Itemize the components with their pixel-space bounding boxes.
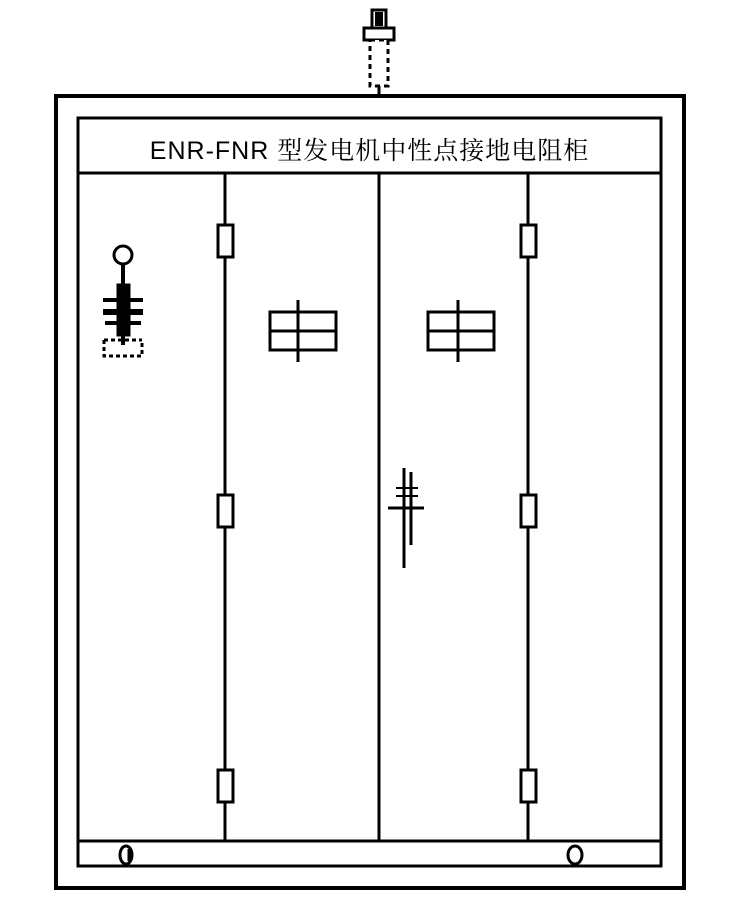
resistor-cabinet-body (56, 96, 684, 888)
door-handle-left[interactable] (120, 846, 132, 864)
top-mounted-bushing-insulator (364, 10, 394, 97)
door-handle-right[interactable] (568, 846, 582, 864)
page-title: ENR-FNR 型发电机中性点接地电阻柜 (149, 137, 590, 165)
